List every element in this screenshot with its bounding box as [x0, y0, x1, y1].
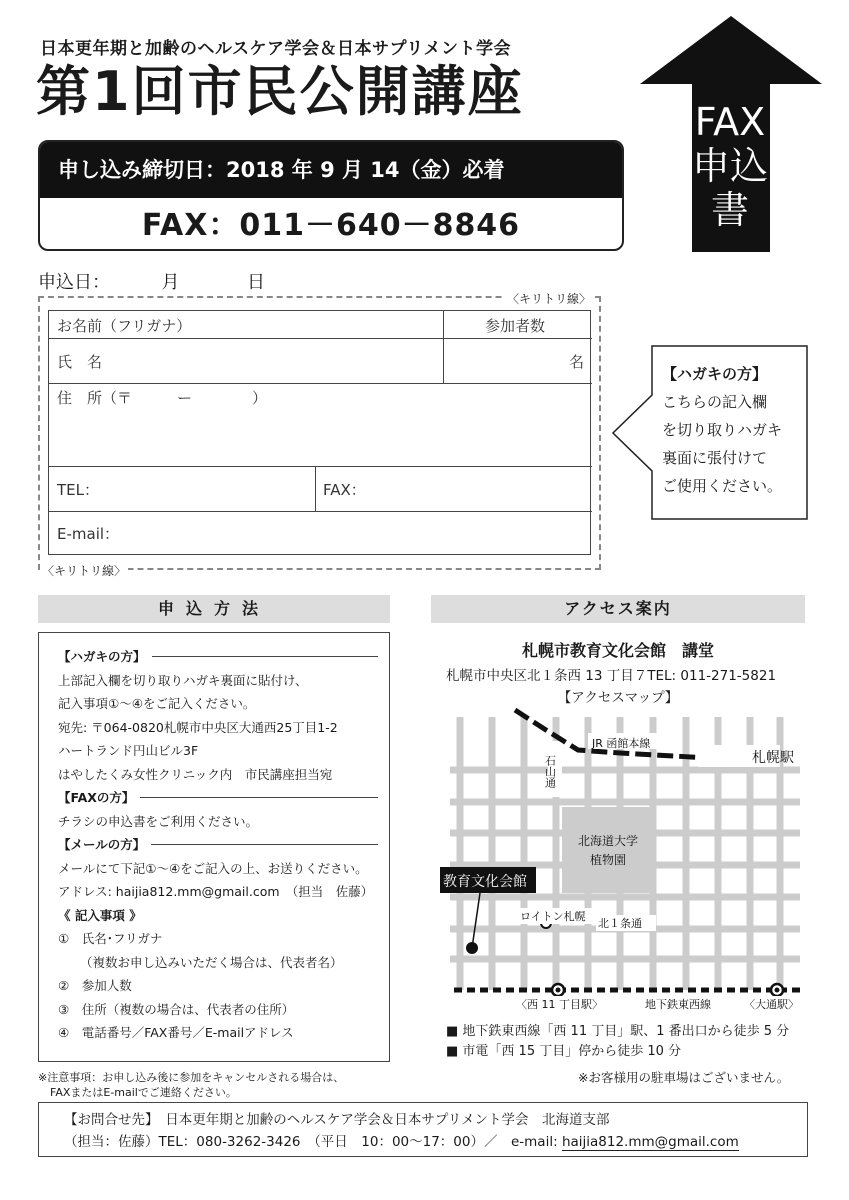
access-heading: アクセス案内 [431, 595, 805, 623]
contact-email-link[interactable]: haijia812.mm@gmail.com [561, 1134, 739, 1150]
venue-address: 札幌市中央区北１条西 13 丁目７TEL: 011-271-5821 [446, 668, 777, 684]
tel-label: TEL： [57, 481, 99, 499]
hagaki-callout-text [662, 360, 802, 500]
method-hagaki-line: 宛先: 〒064-0820札幌市中央区大通西25丁目1-2 [58, 719, 338, 735]
method-fax-head: 【FAXの方】 [58, 786, 378, 810]
method-content [58, 645, 378, 1045]
fax-number: FAX：011－640－8846 [141, 208, 521, 243]
contact-phone-hours: （担当：佐藤）TEL：080-3262-3426 （平日 10：00～17：00）／ e-mail: [64, 1134, 562, 1150]
method-hagaki-line: はやしたくみ女性クリニック内 市民講座担当宛 [58, 766, 333, 782]
method-mail-line: アドレス: haijia812.mm@gmail.com （担当 佐藤） [58, 884, 374, 899]
fax-badge-line1: FAX [694, 100, 766, 144]
method-item: ② 参加人数 [58, 978, 132, 993]
method-item: ④ 電話番号／FAX番号／E-mailアドレス [58, 1025, 294, 1040]
caution-note-line2: FAXまたはE-mailでご連絡ください。 [50, 1086, 237, 1099]
university-label-2: 植物園 [589, 853, 627, 867]
caution-note [38, 1070, 344, 1100]
hagaki-callout-line: ご使用ください。 [662, 477, 783, 495]
sapporo-station-label: 札幌駅 [752, 750, 794, 766]
contact-line1: 【お問合せ先】 日本更年期と加齢のヘルスケア学会＆日本サプリメント学会 北海道支部 [64, 1112, 610, 1128]
method-hagaki-line: ハートランド円山ビル3F [58, 743, 199, 758]
deadline-text: 申し込み締切日：2018 年 9 月 14（金）必着 [40, 142, 622, 198]
botanical-garden-block [562, 807, 654, 893]
apply-date-label: 申込日： [38, 272, 110, 293]
ishiyama-street-label: 石山通 [543, 755, 557, 788]
access-notes [446, 1022, 789, 1062]
method-item: （複数お申し込みいただく場合は、代表者名） [80, 954, 343, 970]
method-fax-line: チラシの申込書をご利用ください。 [58, 813, 259, 829]
jr-line-label: JR 函館本線 [592, 737, 651, 750]
participants-label: 参加者数 [485, 317, 546, 335]
hagaki-callout-line: を切り取りハガキ [662, 421, 783, 439]
method-items-head: 《 記入事項 》 [58, 907, 142, 923]
address-label: 住 所（〒 ー ） [57, 389, 268, 407]
apply-date-day: 日 [246, 272, 265, 293]
hagaki-callout-title: 【ハガキの方】 [662, 365, 768, 383]
apply-date-month: 月 [161, 272, 180, 293]
university-label-1: 北海道大学 [577, 834, 639, 848]
method-item: ③ 住所（複数の場合は、代表者の住所） [58, 1001, 295, 1017]
loiton-label: ロイトン札幌 [520, 910, 586, 923]
fax-label: FAX： [323, 481, 366, 499]
map-title: 【アクセスマップ】 [557, 690, 679, 706]
caution-note-line1: ※注意事項：お申し込み後に参加をキャンセルされる場合は、 [38, 1071, 345, 1084]
fax-badge-label [680, 100, 780, 232]
method-hagaki-line: 上部記入欄を切り取りハガキ裏面に貼付け、 [58, 672, 308, 688]
deadline-box [38, 140, 624, 251]
access-note: ■ 地下鉄東西線「西 11 丁目」駅、1 番出口から徒歩 5 分 [446, 1024, 790, 1039]
method-hagaki-head: 【ハガキの方】 [58, 645, 378, 669]
kita1-street-label: 北１条通 [598, 917, 642, 930]
access-note: ■ 市電「西 15 丁目」停から徒歩 10 分 [446, 1044, 682, 1059]
method-item: ① 氏名･フリガナ [58, 931, 163, 946]
organizer-name: 日本更年期と加齢のヘルスケア学会＆日本サプリメント学会 [40, 39, 511, 59]
access-map [440, 705, 810, 1020]
method-mail-head: 【メールの方】 [58, 833, 378, 857]
contact-line2 [64, 1130, 739, 1150]
email-label: E-mail： [57, 525, 120, 543]
name-kana-label: お名前（フリガナ） [57, 317, 192, 335]
parking-note: ※お客様用の駐車場はございません。 [578, 1070, 790, 1085]
hagaki-callout-line: こちらの記入欄 [662, 393, 768, 411]
tozai-line-label: 地下鉄東西線 [645, 998, 711, 1011]
nishi11-station-label: 〈西 11 丁目駅〉 [516, 998, 603, 1011]
application-form [48, 310, 591, 555]
cut-line-label-bottom: 〈キリトリ線〉 [42, 564, 127, 578]
fax-badge-line2: 申込書 [691, 144, 768, 232]
cut-line-label-top: 〈キリトリ線〉 [507, 292, 592, 306]
odori-station-label: 〈大通駅〉 [744, 998, 799, 1011]
page-title: 第1回市民公開講座 [36, 60, 524, 123]
apply-date [38, 268, 265, 294]
method-heading: 申込方法 [38, 595, 390, 623]
venue-map-label: 教育文化会館 [443, 874, 527, 890]
venue-name: 札幌市教育文化会館 講堂 [521, 641, 714, 660]
name-label: 氏 名 [57, 353, 103, 371]
method-mail-line: メールにて下記①～④をご記入の上、お送りください。 [58, 860, 368, 876]
method-hagaki-line: 記入事項①～④をご記入ください。 [58, 696, 256, 711]
people-unit: 名 [569, 353, 585, 371]
hagaki-callout-line: 裏面に張付けて [662, 449, 768, 467]
